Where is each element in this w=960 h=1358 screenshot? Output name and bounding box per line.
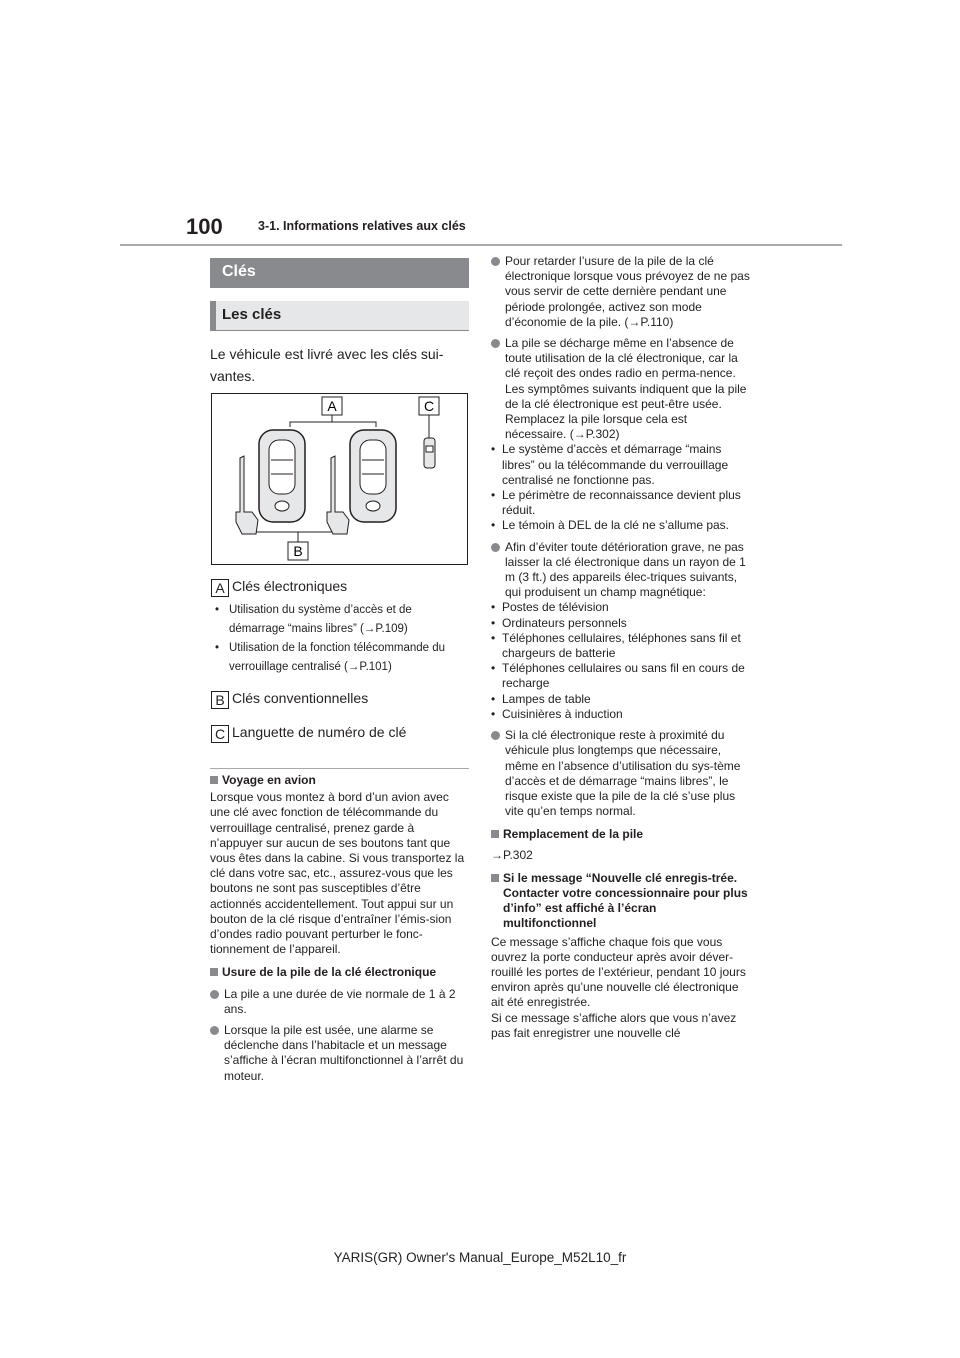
- point3-sub-6: • Cuisinières à induction: [491, 707, 751, 722]
- usure-title: Usure de la pile de la clé électronique: [222, 965, 437, 980]
- remplacement-ref: →P.302: [491, 847, 533, 862]
- point3-sub-2: • Ordinateurs personnels: [491, 616, 751, 631]
- legend-a-bullet-2: • Utilisation de la fonction télécommande du verrouillage centralisé (→P.101): [215, 639, 465, 677]
- usure-point-1: [210, 987, 470, 1017]
- right-point-2-subs: [491, 442, 751, 533]
- section-title: Clés: [222, 263, 256, 280]
- message-heading: [491, 871, 751, 932]
- label-b: B: [293, 543, 303, 559]
- right-point-1-text: Pour retarder l’usure de la pile de la clé électronique lorsque vous prévoyez de ne pas vous servir de cette dernière pendant une période prolongée, activez son mode d’économie de la pile. (→P.110): [505, 254, 750, 329]
- electronic-key-right: [350, 430, 396, 522]
- point2-sub-2: • Le périmètre de reconnaissance devient plus réduit.: [491, 488, 751, 518]
- label-a: A: [327, 398, 337, 414]
- legend-b-text: Clés conventionnelles: [232, 690, 369, 706]
- usure-heading: [210, 965, 470, 980]
- key-number-tag: [424, 438, 435, 468]
- legend-c-marker: C: [211, 725, 229, 743]
- right-notes: [491, 254, 751, 1041]
- legend-a: [211, 578, 347, 597]
- voyage-title: Voyage en avion: [222, 773, 316, 787]
- footer: YARIS(GR) Owner's Manual_Europe_M52L10_fr: [333, 1250, 627, 1265]
- point3-sub-1: • Postes de télévision: [491, 600, 751, 615]
- left-notes: [210, 773, 470, 1084]
- right-point-1: [491, 254, 751, 330]
- point3-sub-3: • Téléphones cellulaires, téléphones sans fil et chargeurs de batterie: [491, 631, 751, 661]
- legend-a-bullets: [215, 601, 465, 677]
- remplacement-title: Remplacement de la pile: [503, 827, 644, 842]
- message-title: Si le message “Nouvelle clé enregis-trée. Contacter votre concessionnaire pour plus d’info” est affiché à l’écran multifonctionnel: [503, 870, 748, 931]
- chapter-title: 3-1. Informations relatives aux clés: [258, 219, 466, 233]
- legend-a-text: Clés électroniques: [232, 578, 348, 594]
- keys-drawing: [212, 394, 467, 564]
- usure-point-2: [210, 1023, 470, 1084]
- subsection-bar: [210, 301, 469, 331]
- right-point-4: [491, 728, 751, 819]
- header-rule: [120, 244, 842, 246]
- legend-c-text: Languette de numéro de clé: [232, 724, 407, 740]
- label-c: C: [423, 398, 435, 414]
- keys-illustration: [211, 393, 468, 565]
- right-point-3-text: Afin d’éviter toute détérioration grave, ne pas laisser la clé électronique dans un rayon de 1 m (3 ft.) des appareils élec-triques suivants, qui produisent un champ magnétique:: [505, 539, 746, 600]
- right-point-2: [491, 336, 751, 442]
- point2-sub-1: • Le système d’accès et démarrage “mains libres” ou la télécommande du verrouillage centralisé ne fonctionne pas.: [491, 442, 751, 488]
- point3-sub-5: • Lampes de table: [491, 692, 751, 707]
- remplacement-heading: [491, 827, 751, 842]
- message-text-2: Si ce message s’affiche alors que vous n’avez pas fait enregistrer une nouvelle clé: [491, 1010, 737, 1040]
- section-bar: [210, 258, 469, 288]
- mechanical-key-left: [236, 456, 258, 534]
- usure-point-2-text: Lorsque la pile est usée, une alarme se déclenche dans l’habitacle et un message s’affiche à l’écran multifonctionnel à l’arrêt du moteur.: [224, 1023, 464, 1083]
- legend-b-marker: B: [211, 691, 229, 709]
- legend-a-bullet-1: • Utilisation du système d’accès et de démarrage “mains libres” (→P.109): [215, 601, 465, 639]
- usure-point-1-text: La pile a une durée de vie normale de 1 à 2 ans.: [224, 986, 456, 1016]
- right-point-3-subs: [491, 600, 751, 722]
- subsection-title: Les clés: [222, 306, 282, 323]
- right-point-3: [491, 540, 751, 601]
- message-text: Ce message s’affiche chaque fois que vous ouvrez la porte conducteur après avoir déver-rouillé les portes de l’extérieur, pendant 10 jours environ après qu’une nouvelle clé électronique ait été enregistrée.: [491, 934, 746, 1010]
- legend-c: [211, 724, 406, 743]
- right-point-2-text: La pile se décharge même en l’absence de toute utilisation de la clé électronique, car la clé reçoit des ondes radio en perma-nence. Les symptômes suivants indiquent que la pile de la clé électronique est peut-être usée. Remplacez la pile lorsque cela est nécessaire. (→P.302): [505, 336, 747, 442]
- legend-b: [211, 690, 368, 709]
- page-number: 100: [186, 214, 223, 239]
- mechanical-key-right: [327, 456, 349, 534]
- point2-sub-3: • Le témoin à DEL de la clé ne s’allume pas.: [491, 518, 751, 533]
- intro-text: Le véhicule est livré avec les clés sui-vantes.: [210, 346, 444, 384]
- separator: [210, 768, 469, 769]
- voyage-text: Lorsque vous montez à bord d’un avion avec une clé avec fonction de télécommande du verrouillage centralisé, prenez garde à n’appuyer sur aucun de ses boutons tant que vous êtes dans la cabine. Si vous transportez la clé dans votre sac, etc., assurez-vous que les boutons ne sont pas susceptibles d’être actionnés accidentellement. Tout appui sur un bouton de la clé risque d’entraîner l’émis-sion d’ondes radio pouvant perturber le fonc-tionnement de l’appareil.: [210, 790, 465, 957]
- right-point-4-text: Si la clé électronique reste à proximité du véhicule plus longtemps que nécessaire, même en l’absence d’utilisation du sys-tème d’accès et de démarrage “mains libres”, le risque existe que la pile de la clé s’use plus vite qu’en temps normal.: [505, 728, 741, 819]
- point3-sub-4: • Téléphones cellulaires ou sans fil en cours de recharge: [491, 661, 751, 691]
- voyage-heading: [210, 773, 470, 788]
- legend-a-marker: A: [211, 579, 229, 597]
- electronic-key-left: [259, 430, 305, 522]
